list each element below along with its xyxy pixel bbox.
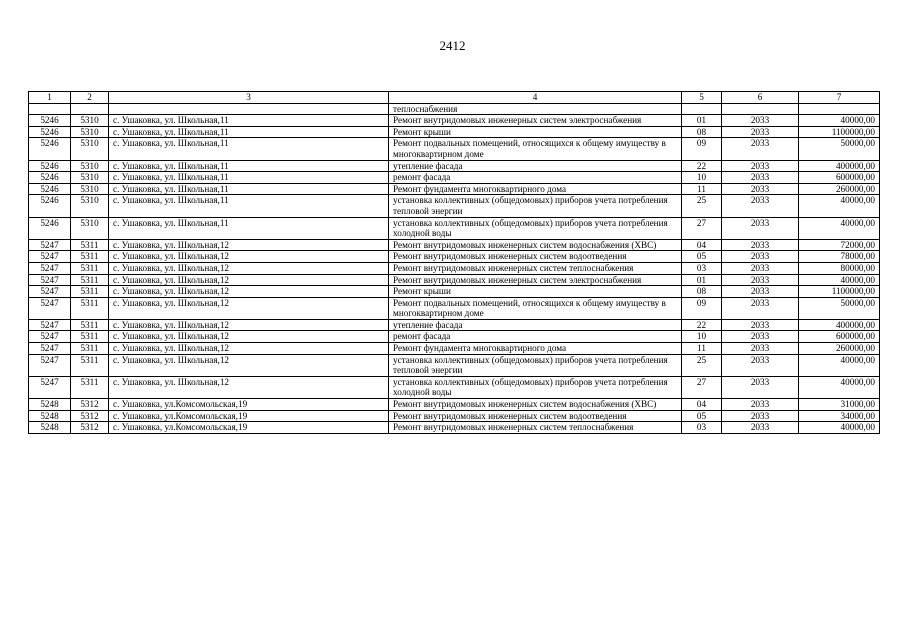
object-number-cell: 5246 xyxy=(29,183,71,195)
year-cell: 2033 xyxy=(722,422,799,434)
building-code-cell: 5311 xyxy=(71,354,109,376)
object-number-cell: 5247 xyxy=(29,343,71,355)
address-cell: с. Ушаковка, ул. Школьная,12 xyxy=(109,343,389,355)
address-cell: с. Ушаковка, ул. Школьная,12 xyxy=(109,262,389,274)
building-code-cell: 5310 xyxy=(71,138,109,160)
object-number-cell: 5247 xyxy=(29,376,71,398)
object-number-cell: 5247 xyxy=(29,274,71,286)
table-row xyxy=(29,195,880,217)
building-code-cell: 5310 xyxy=(71,126,109,138)
table-row xyxy=(29,343,880,355)
object-number-cell: 5248 xyxy=(29,399,71,411)
work-type-cell: Ремонт фундамента многоквартирного дома xyxy=(389,343,682,355)
work-type-cell: ремонт фасада xyxy=(389,331,682,343)
year-cell: 2033 xyxy=(722,343,799,355)
year-cell: 2033 xyxy=(722,126,799,138)
object-number-cell: 5247 xyxy=(29,319,71,331)
object-number-cell: 5247 xyxy=(29,262,71,274)
work-type-cell: Ремонт внутридомовых инженерных систем водоотведения xyxy=(389,251,682,263)
table-row xyxy=(29,331,880,343)
year-cell xyxy=(722,103,799,115)
table-row xyxy=(29,262,880,274)
building-code-cell: 5311 xyxy=(71,343,109,355)
cost-cell: 50000,00 xyxy=(799,297,880,319)
year-cell: 2033 xyxy=(722,115,799,127)
works-table xyxy=(28,91,880,434)
table-row xyxy=(29,410,880,422)
address-cell: с. Ушаковка, ул. Школьная,12 xyxy=(109,251,389,263)
work-code-cell: 27 xyxy=(682,376,722,398)
cost-cell: 400000,00 xyxy=(799,319,880,331)
work-code-cell: 25 xyxy=(682,195,722,217)
work-type-cell: ремонт фасада xyxy=(389,172,682,184)
page-number: 2412 xyxy=(439,38,466,53)
building-code-cell: 5310 xyxy=(71,160,109,172)
table-body xyxy=(29,103,880,433)
work-type-cell: Ремонт внутридомовых инженерных систем водоотведения xyxy=(389,410,682,422)
table-row xyxy=(29,422,880,434)
building-code-cell: 5310 xyxy=(71,172,109,184)
year-cell: 2033 xyxy=(722,399,799,411)
address-cell: с. Ушаковка, ул. Школьная,12 xyxy=(109,319,389,331)
work-code-cell: 25 xyxy=(682,354,722,376)
object-number-cell: 5246 xyxy=(29,217,71,239)
cost-cell: 80000,00 xyxy=(799,262,880,274)
work-type-cell: Ремонт внутридомовых инженерных систем водоснабжения (ХВС) xyxy=(389,399,682,411)
work-type-cell: установка коллективных (общедомовых) приборов учета потребления холодной воды xyxy=(389,376,682,398)
work-type-cell: Ремонт внутридомовых инженерных систем электроснабжения xyxy=(389,115,682,127)
table-header xyxy=(29,92,880,104)
address-cell: с. Ушаковка, ул. Школьная,11 xyxy=(109,217,389,239)
year-cell: 2033 xyxy=(722,354,799,376)
address-cell: с. Ушаковка, ул.Комсомольская,19 xyxy=(109,410,389,422)
year-cell: 2033 xyxy=(722,239,799,251)
year-cell: 2033 xyxy=(722,297,799,319)
address-cell: с. Ушаковка, ул. Школьная,12 xyxy=(109,274,389,286)
building-code-cell: 5311 xyxy=(71,297,109,319)
table-row xyxy=(29,251,880,263)
building-code-cell: 5311 xyxy=(71,376,109,398)
work-type-cell: Ремонт внутридомовых инженерных систем электроснабжения xyxy=(389,274,682,286)
cost-cell: 40000,00 xyxy=(799,115,880,127)
cost-cell: 40000,00 xyxy=(799,217,880,239)
work-code-cell: 10 xyxy=(682,172,722,184)
object-number-cell: 5247 xyxy=(29,354,71,376)
table-row xyxy=(29,376,880,398)
object-number-cell: 5248 xyxy=(29,410,71,422)
object-number-cell: 5248 xyxy=(29,422,71,434)
object-number-cell: 5246 xyxy=(29,115,71,127)
building-code-cell: 5311 xyxy=(71,239,109,251)
year-cell: 2033 xyxy=(722,172,799,184)
header-row xyxy=(29,92,880,104)
work-type-cell: Ремонт крыши xyxy=(389,126,682,138)
work-code-cell: 08 xyxy=(682,286,722,298)
table-row xyxy=(29,115,880,127)
column-header-2: 2 xyxy=(71,92,109,104)
address-cell: с. Ушаковка, ул. Школьная,12 xyxy=(109,286,389,298)
work-code-cell: 04 xyxy=(682,399,722,411)
work-type-cell: установка коллективных (общедомовых) приборов учета потребления холодной воды xyxy=(389,217,682,239)
building-code-cell: 5310 xyxy=(71,195,109,217)
work-type-cell: утепление фасада xyxy=(389,160,682,172)
address-cell: с. Ушаковка, ул. Школьная,11 xyxy=(109,115,389,127)
year-cell: 2033 xyxy=(722,183,799,195)
building-code-cell xyxy=(71,103,109,115)
building-code-cell: 5310 xyxy=(71,217,109,239)
object-number-cell: 5246 xyxy=(29,195,71,217)
column-header-7: 7 xyxy=(799,92,880,104)
cost-cell: 50000,00 xyxy=(799,138,880,160)
work-code-cell: 01 xyxy=(682,115,722,127)
column-header-4: 4 xyxy=(389,92,682,104)
object-number-cell: 5247 xyxy=(29,286,71,298)
work-type-cell: Ремонт крыши xyxy=(389,286,682,298)
table-row xyxy=(29,126,880,138)
work-code-cell: 09 xyxy=(682,138,722,160)
building-code-cell: 5311 xyxy=(71,251,109,263)
cost-cell: 600000,00 xyxy=(799,172,880,184)
address-cell: с. Ушаковка, ул. Школьная,11 xyxy=(109,126,389,138)
building-code-cell: 5312 xyxy=(71,422,109,434)
cost-cell: 1100000,00 xyxy=(799,286,880,298)
work-code-cell: 10 xyxy=(682,331,722,343)
cost-cell: 31000,00 xyxy=(799,399,880,411)
object-number-cell: 5247 xyxy=(29,239,71,251)
work-code-cell: 09 xyxy=(682,297,722,319)
cost-cell: 260000,00 xyxy=(799,343,880,355)
column-header-3: 3 xyxy=(109,92,389,104)
column-header-5: 5 xyxy=(682,92,722,104)
work-code-cell: 22 xyxy=(682,160,722,172)
address-cell xyxy=(109,103,389,115)
table-row xyxy=(29,103,880,115)
work-type-cell: установка коллективных (общедомовых) приборов учета потребления тепловой энергии xyxy=(389,354,682,376)
work-type-cell: утепление фасада xyxy=(389,319,682,331)
object-number-cell: 5247 xyxy=(29,297,71,319)
table-row xyxy=(29,286,880,298)
work-type-cell: теплоснабжения xyxy=(389,103,682,115)
work-code-cell: 11 xyxy=(682,183,722,195)
object-number-cell: 5246 xyxy=(29,172,71,184)
building-code-cell: 5312 xyxy=(71,410,109,422)
work-type-cell: Ремонт внутридомовых инженерных систем водоснабжения (ХВС) xyxy=(389,239,682,251)
cost-cell: 40000,00 xyxy=(799,274,880,286)
year-cell: 2033 xyxy=(722,160,799,172)
work-code-cell xyxy=(682,103,722,115)
work-code-cell: 05 xyxy=(682,251,722,263)
cost-cell: 40000,00 xyxy=(799,422,880,434)
work-code-cell: 22 xyxy=(682,319,722,331)
table-row xyxy=(29,297,880,319)
year-cell: 2033 xyxy=(722,195,799,217)
building-code-cell: 5310 xyxy=(71,115,109,127)
building-code-cell: 5311 xyxy=(71,319,109,331)
work-code-cell: 11 xyxy=(682,343,722,355)
address-cell: с. Ушаковка, ул. Школьная,11 xyxy=(109,195,389,217)
building-code-cell: 5311 xyxy=(71,262,109,274)
cost-cell: 34000,00 xyxy=(799,410,880,422)
table-row xyxy=(29,274,880,286)
work-type-cell: Ремонт внутридомовых инженерных систем теплоснабжения xyxy=(389,262,682,274)
address-cell: с. Ушаковка, ул.Комсомольская,19 xyxy=(109,422,389,434)
year-cell: 2033 xyxy=(722,251,799,263)
table-row xyxy=(29,160,880,172)
work-type-cell: Ремонт подвальных помещений, относящихся к общему имуществу в многоквартирном доме xyxy=(389,138,682,160)
table-row xyxy=(29,217,880,239)
work-code-cell: 05 xyxy=(682,410,722,422)
year-cell: 2033 xyxy=(722,138,799,160)
cost-cell: 400000,00 xyxy=(799,160,880,172)
building-code-cell: 5310 xyxy=(71,183,109,195)
column-header-1: 1 xyxy=(29,92,71,104)
table-row xyxy=(29,354,880,376)
address-cell: с. Ушаковка, ул.Комсомольская,19 xyxy=(109,399,389,411)
cost-cell: 72000,00 xyxy=(799,239,880,251)
year-cell: 2033 xyxy=(722,319,799,331)
work-code-cell: 03 xyxy=(682,262,722,274)
address-cell: с. Ушаковка, ул. Школьная,11 xyxy=(109,160,389,172)
cost-cell: 260000,00 xyxy=(799,183,880,195)
cost-cell: 40000,00 xyxy=(799,195,880,217)
work-type-cell: Ремонт подвальных помещений, относящихся к общему имуществу в многоквартирном доме xyxy=(389,297,682,319)
address-cell: с. Ушаковка, ул. Школьная,12 xyxy=(109,297,389,319)
work-code-cell: 27 xyxy=(682,217,722,239)
address-cell: с. Ушаковка, ул. Школьная,11 xyxy=(109,172,389,184)
year-cell: 2033 xyxy=(722,274,799,286)
year-cell: 2033 xyxy=(722,331,799,343)
address-cell: с. Ушаковка, ул. Школьная,12 xyxy=(109,331,389,343)
table-row xyxy=(29,183,880,195)
work-code-cell: 08 xyxy=(682,126,722,138)
object-number-cell: 5247 xyxy=(29,331,71,343)
cost-cell: 600000,00 xyxy=(799,331,880,343)
building-code-cell: 5311 xyxy=(71,286,109,298)
building-code-cell: 5311 xyxy=(71,331,109,343)
address-cell: с. Ушаковка, ул. Школьная,11 xyxy=(109,138,389,160)
building-code-cell: 5312 xyxy=(71,399,109,411)
work-code-cell: 04 xyxy=(682,239,722,251)
table-row xyxy=(29,399,880,411)
object-number-cell: 5246 xyxy=(29,160,71,172)
address-cell: с. Ушаковка, ул. Школьная,11 xyxy=(109,183,389,195)
cost-cell: 40000,00 xyxy=(799,376,880,398)
object-number-cell: 5246 xyxy=(29,126,71,138)
address-cell: с. Ушаковка, ул. Школьная,12 xyxy=(109,239,389,251)
year-cell: 2033 xyxy=(722,286,799,298)
cost-cell xyxy=(799,103,880,115)
cost-cell: 1100000,00 xyxy=(799,126,880,138)
year-cell: 2033 xyxy=(722,262,799,274)
object-number-cell: 5247 xyxy=(29,251,71,263)
object-number-cell xyxy=(29,103,71,115)
cost-cell: 40000,00 xyxy=(799,354,880,376)
cost-cell: 78000,00 xyxy=(799,251,880,263)
table-row xyxy=(29,172,880,184)
work-code-cell: 01 xyxy=(682,274,722,286)
table-row xyxy=(29,138,880,160)
work-type-cell: Ремонт внутридомовых инженерных систем теплоснабжения xyxy=(389,422,682,434)
object-number-cell: 5246 xyxy=(29,138,71,160)
work-type-cell: Ремонт фундамента многоквартирного дома xyxy=(389,183,682,195)
table-row xyxy=(29,319,880,331)
year-cell: 2033 xyxy=(722,217,799,239)
address-cell: с. Ушаковка, ул. Школьная,12 xyxy=(109,354,389,376)
year-cell: 2033 xyxy=(722,410,799,422)
building-code-cell: 5311 xyxy=(71,274,109,286)
address-cell: с. Ушаковка, ул. Школьная,12 xyxy=(109,376,389,398)
work-type-cell: установка коллективных (общедомовых) приборов учета потребления тепловой энергии xyxy=(389,195,682,217)
table-row xyxy=(29,239,880,251)
year-cell: 2033 xyxy=(722,376,799,398)
work-code-cell: 03 xyxy=(682,422,722,434)
column-header-6: 6 xyxy=(722,92,799,104)
